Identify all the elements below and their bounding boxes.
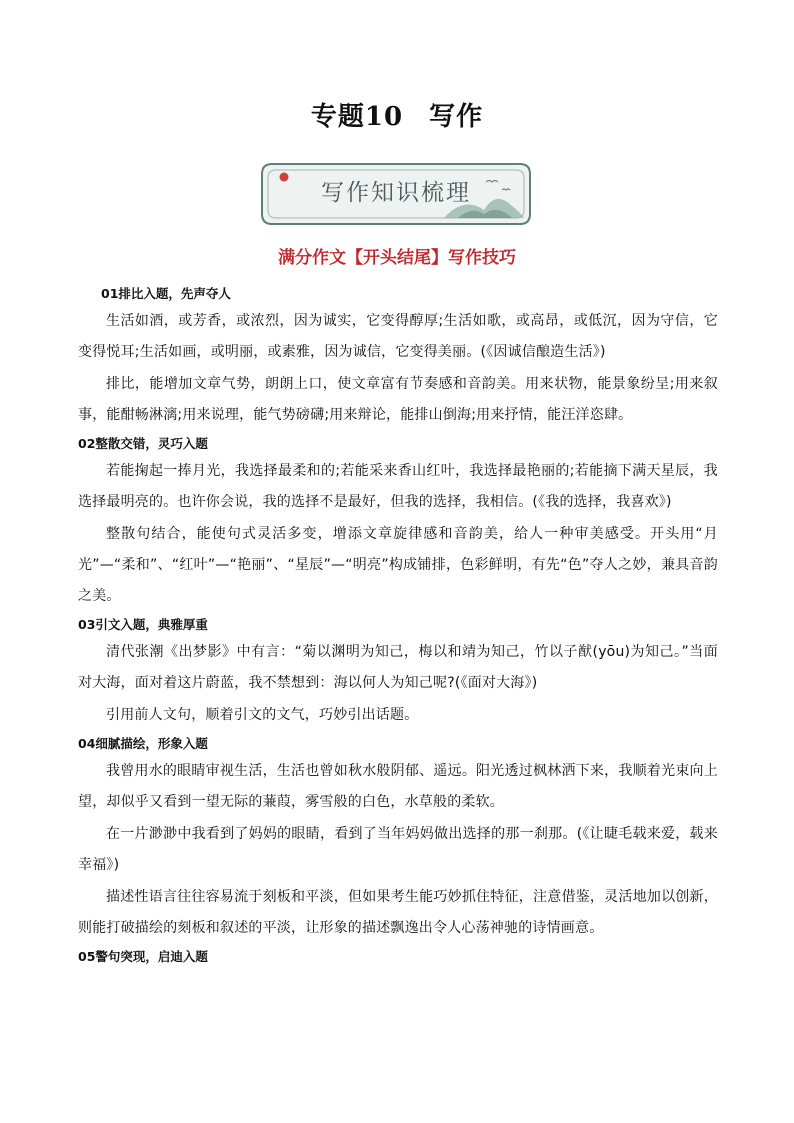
subheading: 05警句突现，启迪入题: [78, 949, 208, 964]
section-title: 满分作文【开头结尾】写作技巧: [278, 248, 516, 268]
subheading: 04细腻描绘，形象入题: [78, 736, 208, 751]
paragraph: 生活如酒，或芳香，或浓烈，因为诚实，它变得醇厚;生活如歌，或高昂，或低沉，因为守信，它变得悦耳;生活如画，或明丽，或素雅，因为诚信，它变得美丽。(《因诚信酿造生活》): [78, 313, 718, 360]
title-topic-number: 专题10: [310, 102, 404, 132]
subheading: 01排比入题，先声夺人: [101, 286, 231, 301]
paragraph: 引用前人文句，顺着引文的文气，巧妙引出话题。: [106, 707, 419, 723]
subheading: 03引文入题，典雅厚重: [78, 617, 208, 632]
subheading: 02整散交错，灵巧入题: [78, 436, 208, 451]
paragraph: 整散句结合，能使句式灵活多变，增添文章旋律感和音韵美，给人一种审美感受。开头用“月光”—“柔和”、“红叶”—“艳丽”、“星辰”—“明亮”构成铺排，色彩鲜明，有先“色”夺人之妙，兼具音韵之美。: [78, 526, 718, 604]
section-banner: [258, 160, 534, 228]
paragraph: 我曾用水的眼睛审视生活，生活也曾如秋水般阴郁、遥远。阳光透过枫林洒下来，我顺着光束向上望，却似乎又看到一望无际的蒹葭，雾雪般的白色，水草般的柔软。: [78, 763, 718, 810]
paragraph: 描述性语言往往容易流于刻板和平淡，但如果考生能巧妙抓住特征，注意借鉴，灵活地加以创新，则能打破描绘的刻板和叙述的平淡，让形象的描述飘逸出令人心荡神驰的诗情画意。: [78, 889, 718, 936]
article-body: [78, 282, 718, 969]
paragraph: 在一片渺渺中我看到了妈妈的眼睛，看到了当年妈妈做出选择的那一刹那。(《让睫毛载来爱，载来幸福》): [78, 826, 718, 873]
title-subject: 写作: [429, 102, 484, 132]
page-title: [0, 96, 794, 133]
paragraph: 若能掬起一捧月光，我选择最柔和的;若能采来香山红叶，我选择最艳丽的;若能摘下满天星辰，我选择最明亮的。也许你会说，我的选择不是最好，但我的选择，我相信。(《我的选择，我喜欢》): [78, 463, 718, 510]
paragraph: 清代张潮《出梦影》中有言：“菊以渊明为知己，梅以和靖为知己，竹以子猷(yōu)为知己。”当面对大海，面对着这片蔚蓝，我不禁想到：海以何人为知己呢?(《面对大海》): [78, 644, 718, 691]
banner-text: 写作知识梳理: [321, 180, 471, 206]
paragraph: 排比，能增加文章气势，朗朗上口，使文章富有节奏感和音韵美。用来状物，能景象纷呈;用来叙事，能酣畅淋漓;用来说理，能气势磅礴;用来辩论，能排山倒海;用来抒情，能汪洋恣肆。: [78, 376, 718, 423]
